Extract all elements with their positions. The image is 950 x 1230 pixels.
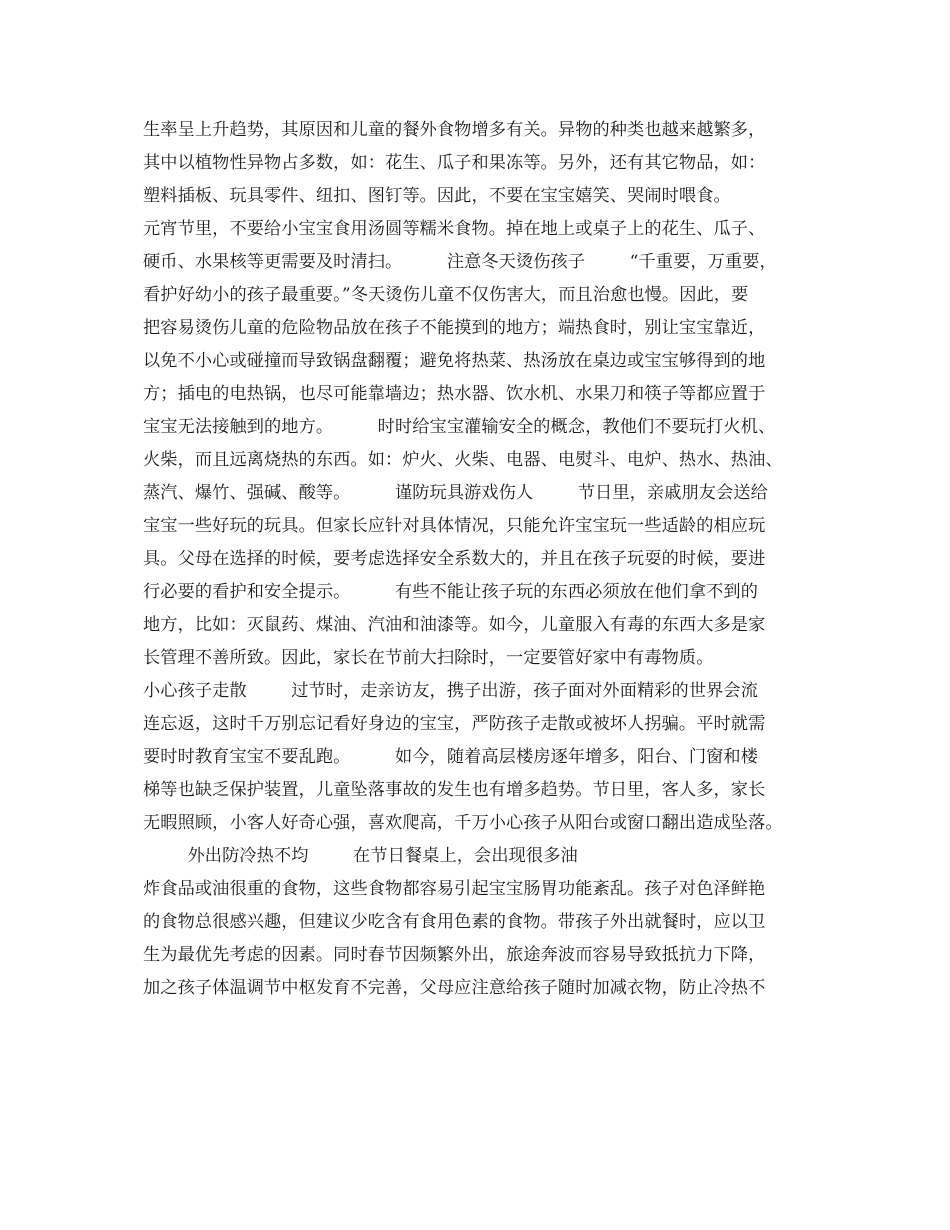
text-line: 长管理不善所致。因此，家长在节前大扫除时，一定要管好家中有毒物质。 <box>143 648 714 668</box>
text-line: 其中以植物性异物占多数，如：花生、瓜子和果冻等。另外，还有其它物品，如： <box>143 153 766 173</box>
text-line: 生率呈上升趋势，其原因和儿童的餐外食物增多有关。异物的种类也越来越繁多， <box>143 120 766 140</box>
text-line: 蒸汽、爆竹、强碱、酸等。 谨防玩具游戏伤人 节日里，亲戚朋友会送给 <box>143 483 768 503</box>
text-line: 生为最优先考虑的因素。同时春节因频繁外出，旅途奔波而容易导致抵抗力下降， <box>143 945 766 965</box>
text-line: 元宵节里，不要给小宝宝食用汤圆等糯米食物。掉在地上或桌子上的花生、瓜子、 <box>143 219 766 239</box>
text-line: 具。父母在选择的时候，要考虑选择安全系数大的，并且在孩子玩耍的时候，要进 <box>143 549 766 569</box>
text-line: 宝宝无法接触到的地方。 时时给宝宝灌输安全的概念，教他们不要玩打火机、 <box>143 417 776 437</box>
text-line: 无暇照顾，小客人好奇心强，喜欢爬高，千万小心孩子从阳台或窗口翻出造成坠落。 <box>143 813 783 833</box>
text-line: 行必要的看护和安全提示。 有些不能让孩子玩的东西必须放在他们拿不到的 <box>143 582 758 602</box>
text-line: 方；插电的电热锅，也尽可能靠墙边；热水器、饮水机、水果刀和筷子等都应置于 <box>143 384 766 404</box>
text-line: 加之孩子体温调节中枢发育不完善，父母应注意给孩子随时加减衣物，防止冷热不 <box>143 978 766 998</box>
text-line: 连忘返，这时千万别忘记看好身边的宝宝，严防孩子走散或被坏人拐骗。平时就需 <box>143 714 766 734</box>
text-line: 炸食品或油很重的食物，这些食物都容易引起宝宝肠胃功能紊乱。孩子对色泽鲜艳 <box>143 879 766 899</box>
text-line: 宝宝一些好玩的玩具。但家长应针对具体情况，只能允许宝宝玩一些适龄的相应玩 <box>143 516 766 536</box>
text-line: 梯等也缺乏保护装置，儿童坠落事故的发生也有增多趋势。节日里，客人多，家长 <box>143 780 766 800</box>
text-line: 硬币、水果核等更需要及时清扫。 注意冬天烫伤孩子 “千重要，万重要， <box>143 252 777 272</box>
text-line: 要时时教育宝宝不要乱跑。 如今，随着高层楼房逐年增多，阳台、门窗和楼 <box>143 747 758 767</box>
text-line: 把容易烫伤儿童的危险物品放在孩子不能摸到的地方；端热食时，别让宝宝靠近， <box>143 318 766 338</box>
text-line: 塑料插板、玩具零件、纽扣、图钉等。因此，不要在宝宝嬉笑、哭闹时喂食。 <box>143 186 731 206</box>
text-line: 的食物总很感兴趣，但建议少吃含有食用色素的食物。带孩子外出就餐时，应以卫 <box>143 912 766 932</box>
text-line: 地方，比如：灭鼠药、煤油、汽油和油漆等。如今，儿童服入有毒的东西大多是家 <box>143 615 766 635</box>
text-line: 以免不小心或碰撞而导致锅盘翻覆；避免将热菜、热汤放在桌边或宝宝够得到的地 <box>143 351 766 371</box>
text-line: 看护好幼小的孩子最重要。”冬天烫伤儿童不仅伤害大，而且治愈也慢。因此，要 <box>143 285 749 305</box>
text-line: 火柴，而且远离烧热的东西。如：炉火、火柴、电器、电熨斗、电炉、热水、热油、 <box>143 450 783 470</box>
text-line: 小心孩子走散 过节时，走亲访友，携子出游，孩子面对外面精彩的世界会流 <box>143 681 758 701</box>
text-line: 外出防冷热不均 在节日餐桌上，会出现很多油 <box>143 846 578 866</box>
